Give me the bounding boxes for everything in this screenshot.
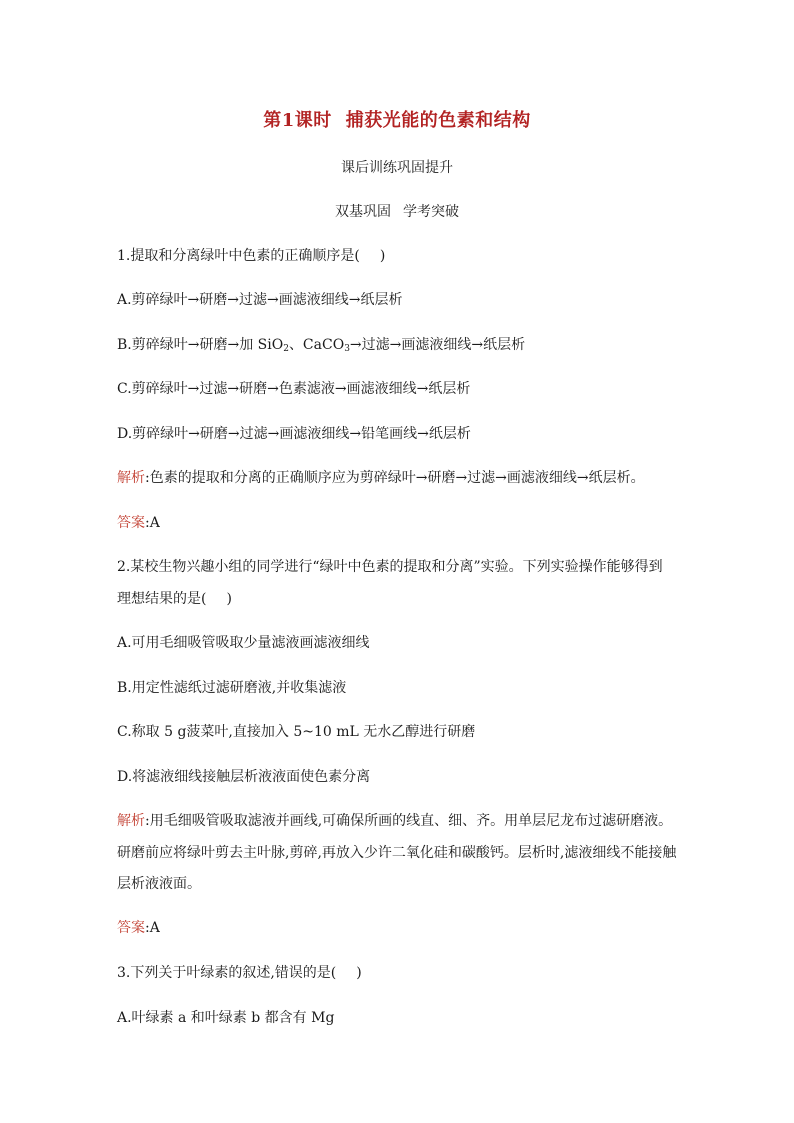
q1-stem-text: 1.提取和分离绿叶中色素的正确顺序是(: [117, 248, 360, 264]
q1-answer: [117, 513, 160, 533]
q2-stem-line2: [117, 589, 232, 609]
q2-analysis-label: 解析: [117, 813, 145, 829]
q1-answer-text: :A: [145, 515, 160, 531]
q2-analysis-line2: 研磨前应将绿叶剪去主叶脉,剪碎,再放入少许二氧化硅和碳酸钙。层析时,滤液细线不能接触: [117, 845, 677, 861]
q1-stem: [117, 246, 385, 266]
q2-option-a: A.可用毛细吸管吸取少量滤液画滤液细线: [117, 635, 370, 651]
q3-stem: [117, 963, 362, 983]
q1-option-b-sub2: 3: [344, 344, 350, 354]
q2-analysis-line1: [117, 811, 672, 831]
q2-option-c: C.称取 5 g菠菜叶,直接加入 5~10 mL 无水乙醇进行研磨: [117, 724, 476, 740]
subtitle: 课后训练巩固提升: [341, 160, 453, 176]
q1-analysis-label: 解析: [117, 470, 145, 486]
q1-option-c: C.剪碎绿叶→过滤→研磨→色素滤液→画滤液细线→纸层析: [117, 381, 471, 397]
q2-stem-close: ): [226, 591, 232, 607]
q3-stem-text: 3.下列关于叶绿素的叙述,错误的是(: [117, 965, 337, 981]
q1-analysis-text: :色素的提取和分离的正确顺序应为剪碎绿叶→研磨→过滤→画滤液细线→纸层析。: [145, 470, 645, 486]
q2-option-b: B.用定性滤纸过滤研磨液,并收集滤液: [117, 680, 347, 696]
q2-analysis-text: :用毛细吸管吸取滤液并画线,可确保所画的线直、细、齐。用单层尼龙布过滤研磨液。: [145, 813, 673, 829]
lesson-number: 第1课时: [263, 110, 332, 131]
q1-option-b-sub1: 2: [283, 344, 289, 354]
q2-analysis-line3: 层析液液面。: [117, 876, 201, 892]
q3-stem-close: ): [356, 965, 362, 981]
q2-stem-text: 理想结果的是(: [117, 591, 207, 607]
q3-option-a: A.叶绿素 a 和叶绿素 b 都含有 Mg: [117, 1010, 335, 1026]
q1-analysis: [117, 468, 645, 488]
q1-stem-close: ): [379, 248, 386, 264]
q1-answer-label: 答案: [117, 515, 145, 531]
q1-option-b-part3: →过滤→画滤液细线→纸层析: [349, 337, 526, 353]
lesson-title: [0, 106, 794, 132]
q1-option-d: D.剪碎绿叶→研磨→过滤→画滤液细线→铅笔画线→纸层析: [117, 426, 471, 442]
q2-stem-line1: 2.某校生物兴趣小组的同学进行“绿叶中色素的提取和分离”实验。下列实验操作能够得到: [117, 559, 663, 575]
section-heading: [0, 202, 794, 222]
lesson-topic: 捕获光能的色素和结构: [345, 110, 531, 131]
q1-option-b-part1: B.剪碎绿叶→研磨→加 SiO: [117, 337, 284, 353]
q2-answer: [117, 918, 160, 938]
q1-option-b: [117, 335, 525, 355]
q1-option-b-part2: 、CaCO: [288, 337, 345, 353]
section-heading-left: 双基巩固: [335, 204, 391, 220]
q2-answer-text: :A: [145, 920, 160, 936]
q1-option-a: A.剪碎绿叶→研磨→过滤→画滤液细线→纸层析: [117, 292, 403, 308]
q2-answer-label: 答案: [117, 920, 145, 936]
q2-option-d: D.将滤液细线接触层析液液面使色素分离: [117, 769, 371, 785]
section-heading-right: 学考突破: [403, 204, 459, 220]
